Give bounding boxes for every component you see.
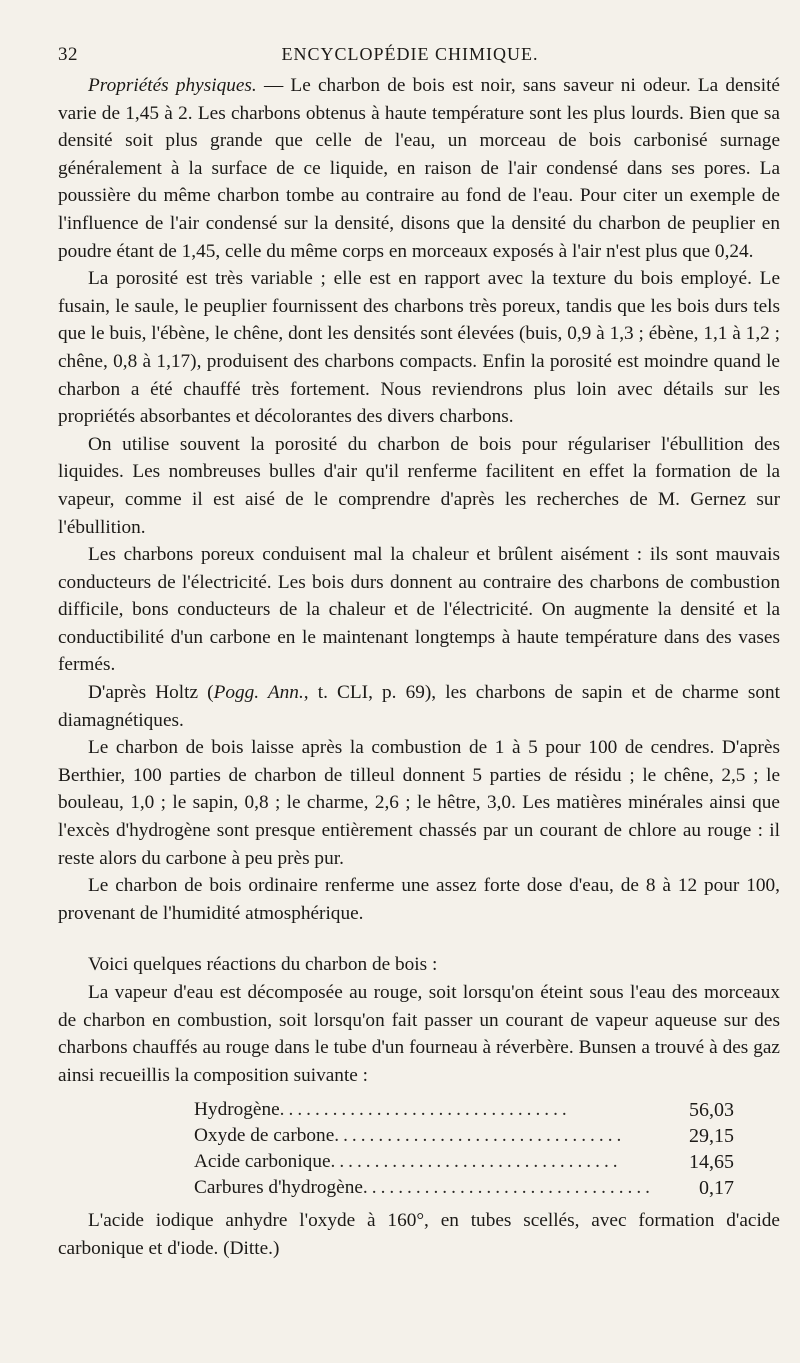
paragraph-steam-reaction: La vapeur d'eau est décomposée au rouge, soit lorsqu'on éteint sous l'eau des morceaux de charbon en combustion, soit lorsqu'on fait passer un courant de vapeur aqueuse sur des charbons chauffés au rouge dans le tube d'un fourneau à réverbère. Bunsen a trouvé à des gaz ainsi recueillis la composition suivante : (58, 982, 780, 1086)
paragraph-ashes: Le charbon de bois laisse après la combustion de 1 à 5 pour 100 de cendres. D'après Berthier, 100 parties de charbon de tilleul donnent 5 parties de résidu ; le chêne, 2,5 ; le bouleau, 1,0 ; le sapin, 0,8 ; le charme, 2,6 ; le hêtre, 3,0. Les matières minérales ainsi que l'excès d'hydrogène sont presque entièrement chassés par un courant de chlore au rouge : il reste alors du carbone à peu près pur. (58, 737, 780, 869)
leader-dots: ................................. (334, 1125, 626, 1147)
paragraph-iodic-acid: L'acide iodique anhydre l'oxyde à 160°, en tubes scellés, avec formation d'acide carbonique et d'iode. (Ditte.) (58, 1210, 780, 1259)
gas-name: Oxyde de carbone (194, 1125, 335, 1147)
page-number: 32 (58, 44, 78, 65)
page-header (58, 44, 762, 72)
running-title: ENCYCLOPÉDIE CHIMIQUE. (281, 44, 539, 64)
paragraph-ebullition: On utilise souvent la porosité du charbon de bois pour régulariser l'ébullition des liquides. Les nombreuses bulles d'air qu'il renferme facilitent en effet la formation de la vapeur, comme il est aisé de le comprendre d'après les recherches de M. Gernez sur l'ébullition. (58, 433, 780, 538)
gas-value: 0,17 (699, 1177, 734, 1200)
section-heading: Propriétés physiques. (88, 75, 257, 96)
table-row (194, 1123, 734, 1149)
paragraph-conductivity: Les charbons poreux conduisent mal la chaleur et brûlent aisément : ils sont mauvais conducteurs de l'électricité. Les bois durs donnent au contraire des charbons de combustion difficile, bons conducteurs de la chaleur et de l'électricité. On augmente la densité et la conductibilité d'un carbone en le maintenant longtemps à haute température dans des vases fermés. (58, 544, 780, 676)
gas-value: 14,65 (689, 1151, 734, 1174)
table-row (194, 1097, 734, 1123)
body-text (58, 72, 780, 1263)
paragraph-porosity: La porosité est très variable ; elle est en rapport avec la texture du bois employé. Le fusain, le saule, le peuplier fournissent des charbons très poreux, tandis que les bois durs tels que le buis, l'ébène, le chêne, dont les densités sont élevées (buis, 0,9 à 1,3 ; ébène, 1,1 à 1,2 ; chêne, 0,8 à 1,17), produisent des charbons compacts. Enfin la porosité est moindre quand le charbon a été chauffé très fortement. Nous reviendrons plus loin avec détails sur les propriétés absorbantes et décolorantes des divers charbons. (58, 268, 780, 428)
gas-value: 56,03 (689, 1099, 734, 1122)
table-row (194, 1149, 734, 1175)
gas-name: Acide carbonique (194, 1151, 331, 1173)
gas-name: Hydrogène (194, 1099, 280, 1121)
gas-name: Carbures d'hydrogène (194, 1177, 363, 1199)
gas-composition-table (194, 1097, 734, 1201)
leader-dots: ................................. (330, 1151, 622, 1173)
citation: Pogg. Ann. (213, 682, 304, 704)
leader-dots: ................................. (362, 1177, 654, 1199)
paragraph-reactions-intro: Voici quelques réactions du charbon de bois : (88, 954, 438, 976)
leader-dots: ................................. (279, 1099, 571, 1121)
paragraph-diamagnetism: D'après Holtz (Pogg. Ann., t. CLI, p. 69), les charbons de sapin et de charme sont diamagnétiques. (58, 682, 781, 731)
table-row (194, 1175, 734, 1201)
gas-value: 29,15 (689, 1125, 734, 1148)
paragraph-physical-properties: Propriétés physiques. — Le charbon de bois est noir, sans saveur ni odeur. La densité varie de 1,45 à 2. Les charbons obtenus à haute température sont les plus lourds. Bien que sa densité soit plus grande que celle de l'eau, un morceau de bois carbonisé surnage généralement à la surface de ce liquide, en raison de l'air condensé dans ses pores. La poussière du même charbon tombe au contraire au fond de l'eau. Pour citer un exemple de l'influence de l'air condensé sur la densité, disons que la densité du charbon de peuplier en poudre étant de 1,45, celle du même corps en morceaux exposés à l'air n'est plus que 0,24. (58, 75, 780, 262)
paragraph-water-content: Le charbon de bois ordinaire renferme une assez forte dose d'eau, de 8 à 12 pour 100, provenant de l'humidité atmosphérique. (58, 875, 780, 924)
